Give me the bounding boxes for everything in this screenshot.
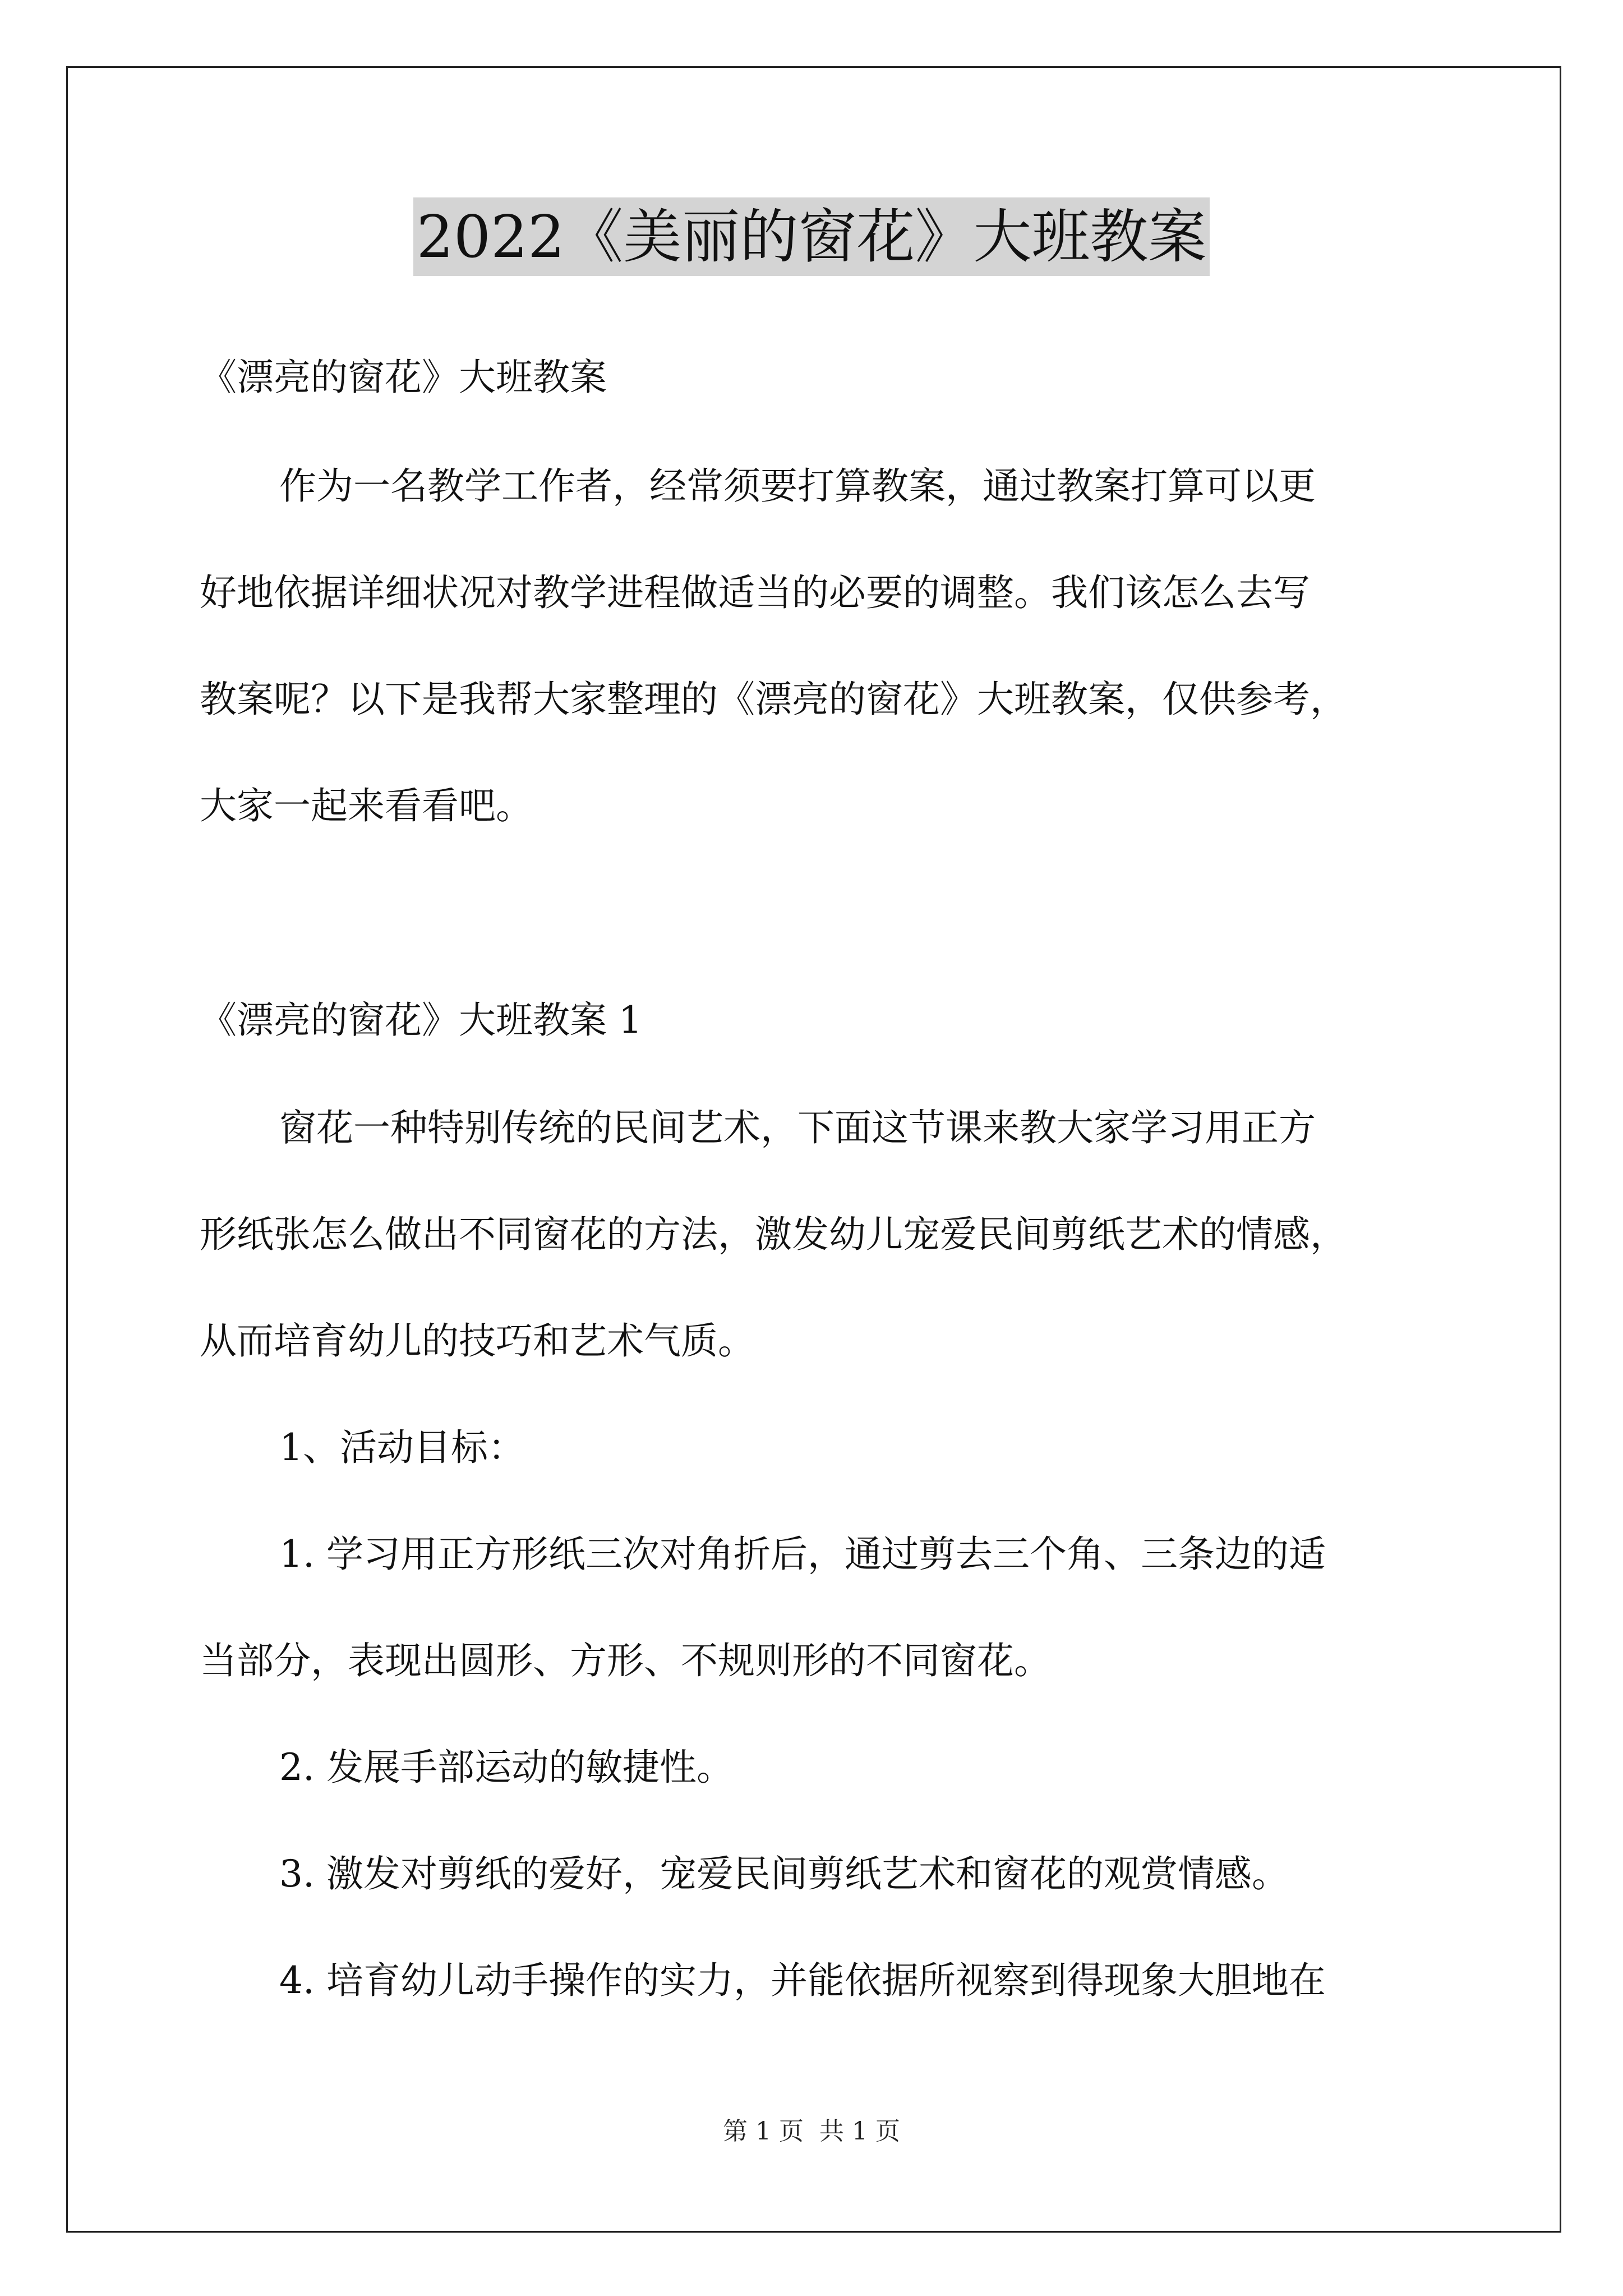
list-item: 4. 培育幼儿动手操作的实力，并能依据所视察到得现象大胆地在 xyxy=(279,1959,1326,2002)
paragraph-line: 教案呢？以下是我帮大家整理的《漂亮的窗花》大班教案，仅供参考， xyxy=(200,678,1347,721)
list-item: 3. 激发对剪纸的爱好，宠爱民间剪纸艺术和窗花的观赏情感。 xyxy=(279,1852,1289,1895)
page-total: 共 1 页 xyxy=(819,2117,900,2146)
list-item: 2. 发展手部运动的敏捷性。 xyxy=(279,1746,734,1789)
list-heading: 1、活动目标： xyxy=(279,1426,525,1469)
page-footer xyxy=(0,2115,1623,2148)
paragraph-line: 大家一起来看看吧。 xyxy=(200,784,533,827)
title-container xyxy=(0,197,1623,276)
paragraph-line: 窗花一种特别传统的民间艺术，下面这节课来教大家学习用正方 xyxy=(279,1106,1316,1149)
paragraph-line: 从而培育幼儿的技巧和艺术气质。 xyxy=(200,1319,755,1363)
document-title: 2022《美丽的窗花》大班教案 xyxy=(413,197,1210,276)
paragraph-line: 形纸张怎么做出不同窗花的方法，激发幼儿宠爱民间剪纸艺术的情感， xyxy=(200,1213,1347,1256)
subtitle: 《漂亮的窗花》大班教案 xyxy=(200,356,607,399)
paragraph-line: 作为一名教学工作者，经常须要打算教案，通过教案打算可以更 xyxy=(279,464,1316,508)
list-item: 1. 学习用正方形纸三次对角折后，通过剪去三个角、三条边的适 xyxy=(279,1533,1326,1576)
list-item-continued: 当部分，表现出圆形、方形、不规则形的不同窗花。 xyxy=(200,1639,1051,1682)
page-number: 第 1 页 xyxy=(723,2117,804,2146)
paragraph-line: 好地依据详细状况对教学进程做适当的必要的调整。我们该怎么去写 xyxy=(200,571,1310,614)
section-heading: 《漂亮的窗花》大班教案 1 xyxy=(200,999,642,1042)
